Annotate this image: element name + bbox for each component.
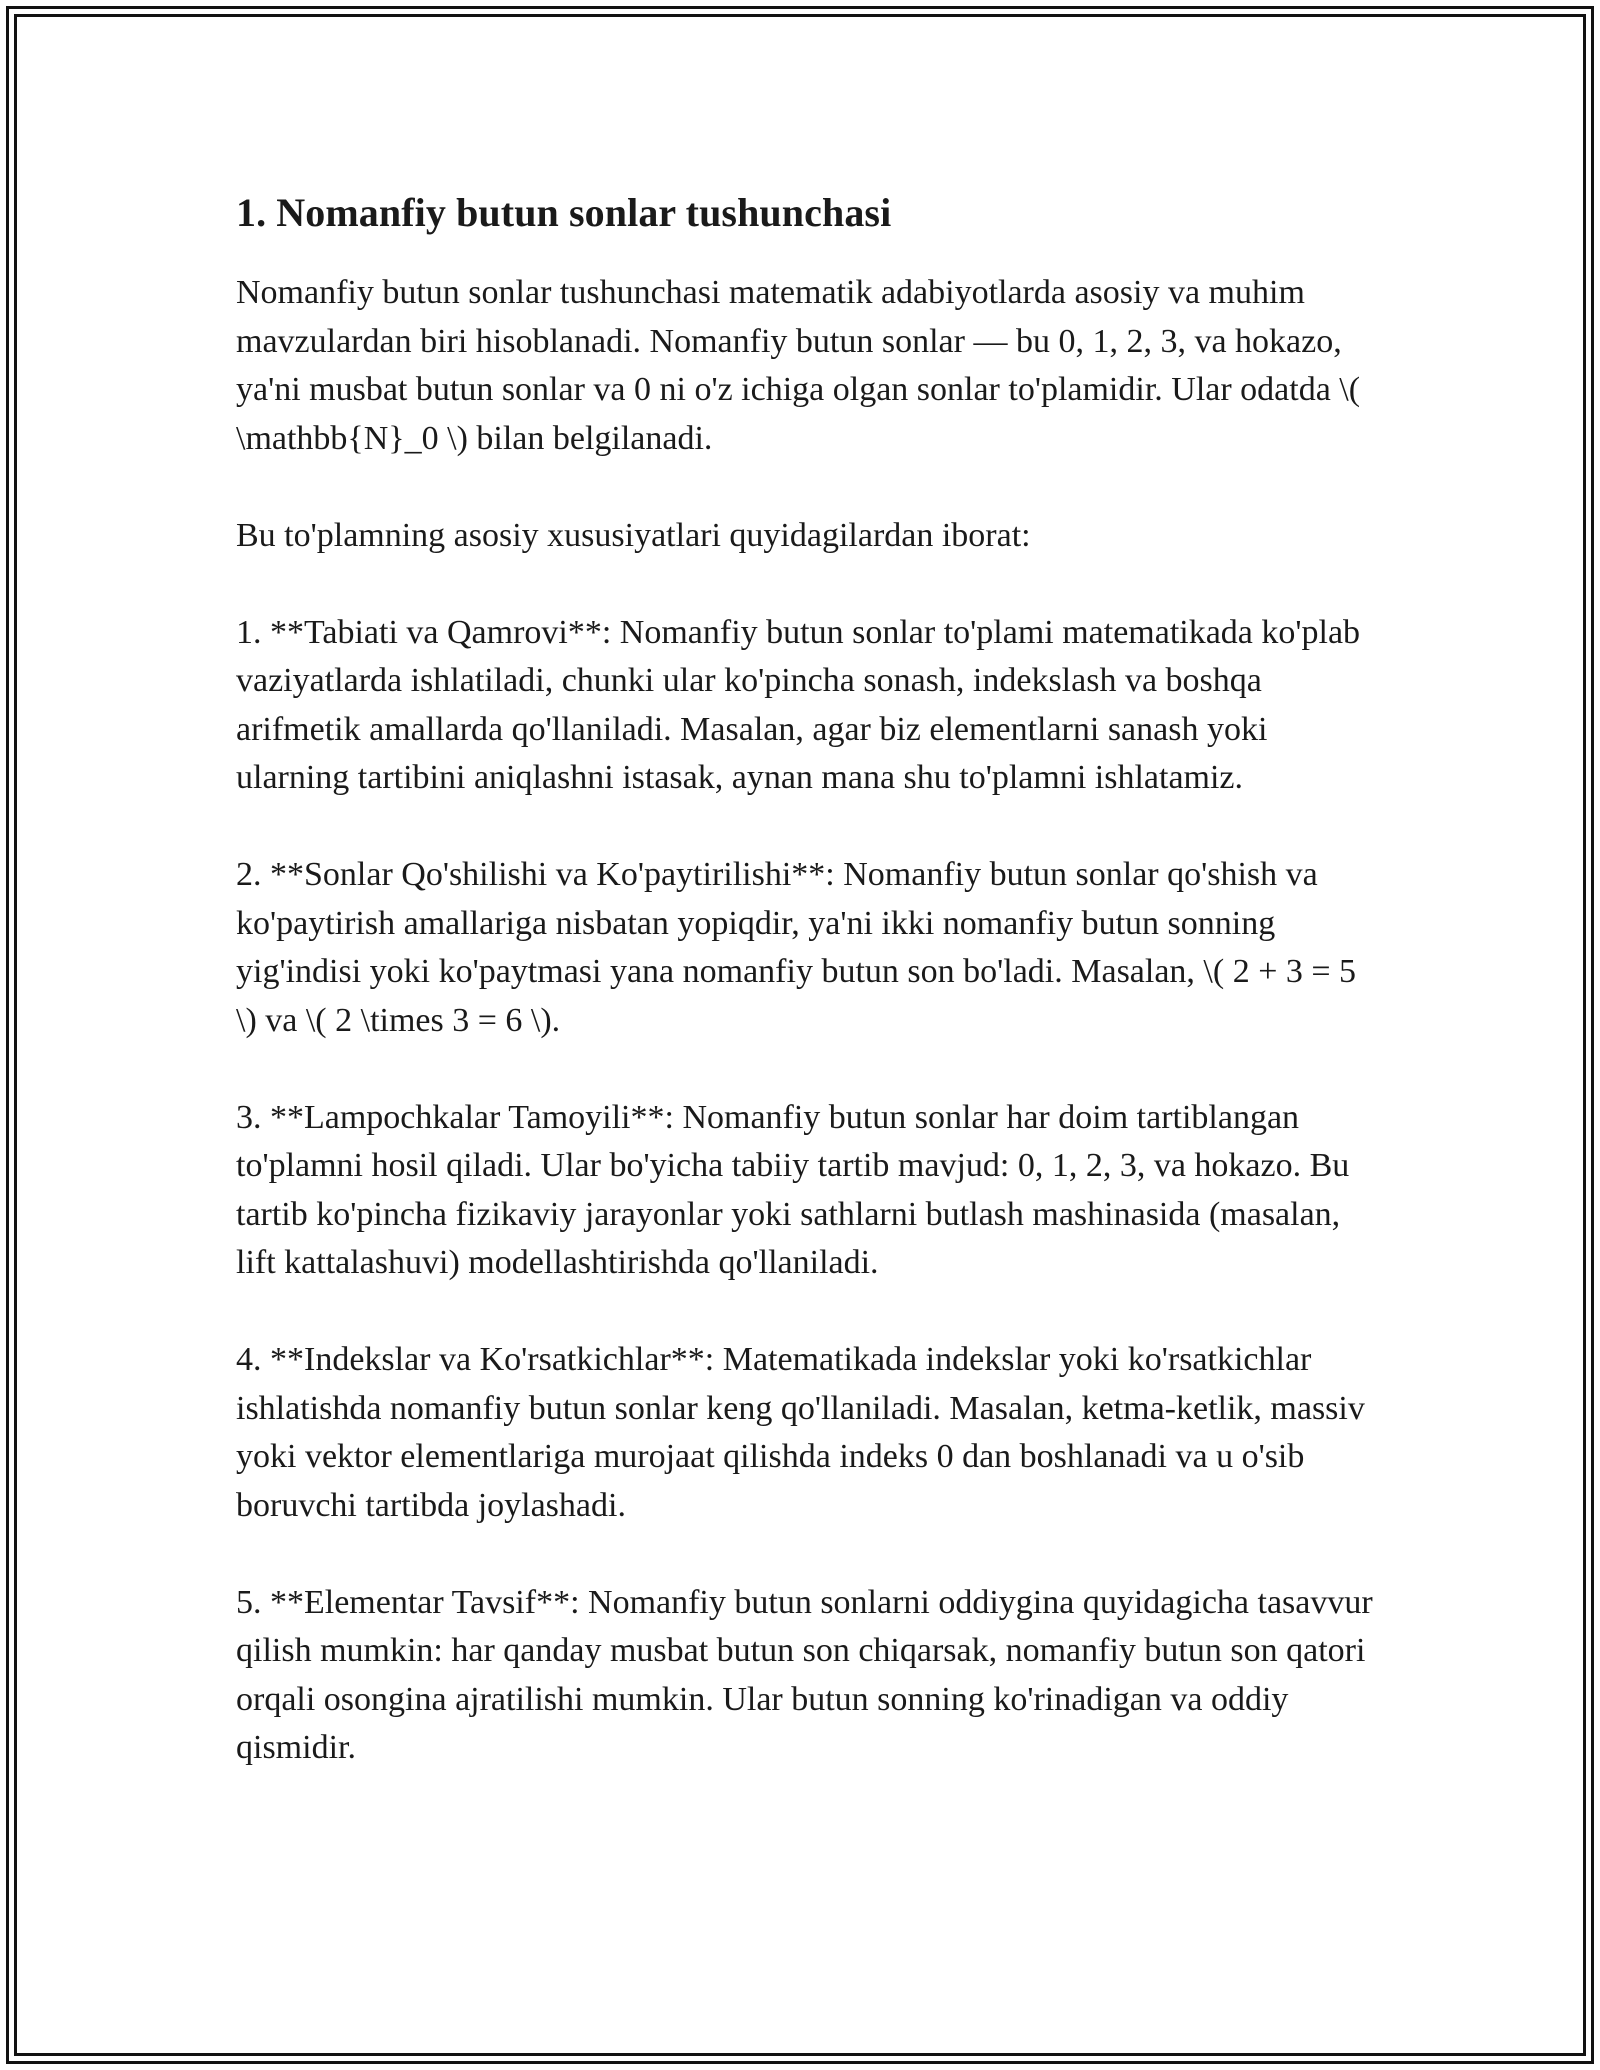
list-item-qoshilishi: 2. **Sonlar Qo'shilishi va Ko'paytirilishi**: Nomanfiy butun sonlar qo'shish va ko'paytirish amallariga nisbatan yopiqdir, ya'ni ikki nomanfiy butun sonning yig'indisi yoki ko'paytmasi yana nomanfiy butun son bo'ladi. Masalan, \( 2 + 3 = 5 \) va \( 2 \times 3 = 6 \). <box>236 856 1357 1039</box>
document-body <box>236 185 1376 1773</box>
list-item-elementar: 5. **Elementar Tavsif**: Nomanfiy butun sonlarni oddiygina quyidagicha tasavvur qilish mumkin: har qanday musbat butun son chiqarsak, nomanfiy butun son qatori orqali osongina ajratilishi mumkin. Ular butun sonning ko'rinadigan va oddiy qismidir. <box>236 1583 1373 1766</box>
lead-paragraph: Bu to'plamning asosiy xususiyatlari quyidagilardan iborat: <box>236 516 1031 554</box>
list-item-tabiati: 1. **Tabiati va Qamrovi**: Nomanfiy butun sonlar to'plami matematikada ko'plab vaziyatlarda ishlatiladi, chunki ular ko'pincha sonash, indekslash va boshqa arifmetik amallarda qo'llaniladi. Masalan, agar biz elementlarni sanash yoki ularning tartibini aniqlashni istasak, aynan mana shu to'plamni ishlatamiz. <box>236 613 1361 796</box>
list-item-lampochkalar: 3. **Lampochkalar Tamoyili**: Nomanfiy butun sonlar har doim tartiblangan to'plamni hosil qiladi. Ular bo'yicha tabiiy tartib mavjud: 0, 1, 2, 3, va hokazo. Bu tartib ko'pincha fizikaviy jarayonlar yoki sathlarni butlash mashinasida (masalan, lift kattalashuvi) modellashtirishda qo'llaniladi. <box>236 1098 1350 1281</box>
list-item-indekslar: 4. **Indekslar va Ko'rsatkichlar**: Matematikada indekslar yoki ko'rsatkichlar ishlatishda nomanfiy butun sonlar keng qo'llaniladi. Masalan, ketma-ketlik, massiv yoki vektor elementlariga murojaat qilishda indeks 0 dan boshlanadi va u o'sib boruvchi tartibda joylashadi. <box>236 1341 1365 1524</box>
section-title: 1. Nomanfiy butun sonlar tushunchasi <box>236 190 892 235</box>
intro-paragraph: Nomanfiy butun sonlar tushunchasi matematik adabiyotlarda asosiy va muhim mavzulardan biri hisoblanadi. Nomanfiy butun sonlar — bu 0, 1, 2, 3, va hokazo, ya'ni musbat butun sonlar va 0 ni o'z ichiga olgan sonlar to'plamidir. Ular odatda \( \mathbb{N}_0 \) bilan belgilanadi. <box>236 274 1361 457</box>
